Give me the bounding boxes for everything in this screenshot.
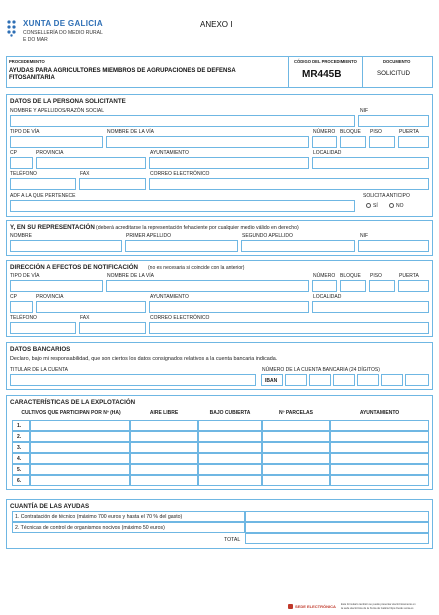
- applicant-title: DATOS DE LA PERSONA SOLICITANTE: [10, 98, 126, 105]
- divider: [362, 56, 363, 88]
- n-street-name-label: NOMBRE DE LA VÍA: [107, 273, 154, 279]
- council-field[interactable]: [149, 157, 309, 169]
- representative-note: (deberá acreditarse la representación fehaciente por cualquier medio válido en derecho): [96, 225, 299, 231]
- nif-field[interactable]: [358, 115, 429, 127]
- aid-item-2-label: 2. Técnicas de control de organismos nocivos (máximo 50 euros): [15, 525, 165, 531]
- n-cp-label: CP: [10, 294, 17, 300]
- email-label: CORREO ELECTRÓNICO: [150, 171, 210, 177]
- cp-field[interactable]: [10, 157, 33, 169]
- farm-table-cell[interactable]: [198, 420, 262, 431]
- code-value: MR445B: [302, 69, 342, 80]
- notification-note: (no es necesaria si coincide con la anterior): [148, 265, 245, 271]
- n-province-label: PROVINCIA: [36, 294, 64, 300]
- n-locality-label: LOCALIDAD: [313, 294, 342, 300]
- aid-title: CUANTÍA DE LAS AYUDAS: [10, 503, 90, 510]
- farm-column-header: BAJO CUBIERTA: [209, 410, 251, 416]
- n-door-field[interactable]: [398, 280, 429, 292]
- n-council-field[interactable]: [149, 301, 309, 313]
- name-label: NOMBRE Y APELLIDOS/RAZÓN SOCIAL: [10, 108, 105, 114]
- farm-table-cell[interactable]: [30, 431, 130, 442]
- iban-label: IBAN: [265, 378, 278, 384]
- holder-label: TITULAR DE LA CUENTA: [10, 367, 68, 373]
- farm-table-cell[interactable]: [262, 442, 330, 453]
- holder-field[interactable]: [10, 374, 256, 386]
- farm-table-cell[interactable]: [262, 464, 330, 475]
- fax-field[interactable]: [79, 178, 146, 190]
- street-name-field[interactable]: [106, 136, 309, 148]
- n-province-field[interactable]: [36, 301, 146, 313]
- procedure-label: PROCEDEMENTO: [9, 59, 45, 64]
- n-floor-label: PISO: [370, 273, 382, 279]
- iban-digits-3[interactable]: [333, 374, 355, 386]
- notification-title: DIRECCIÓN A EFECTOS DE NOTIFICACIÓN: [10, 264, 138, 271]
- nif-label: NIF: [360, 108, 369, 114]
- advance-no-label: NO: [396, 203, 404, 209]
- footer-fine-print-1: Este formulario también se puede presentar electrónicamente en: [341, 603, 416, 606]
- n-cp-field[interactable]: [10, 301, 33, 313]
- farm-table-cell[interactable]: [198, 475, 262, 486]
- floor-label: PISO: [370, 129, 382, 135]
- adf-label: ADF A LA QUE PERTENECE: [10, 193, 76, 199]
- farm-table-cell[interactable]: [130, 464, 198, 475]
- n-locality-field[interactable]: [312, 301, 429, 313]
- n-street-type-label: TIPO DE VÍA: [10, 273, 40, 279]
- farm-row-number: 4.: [17, 456, 22, 462]
- farm-table-cell[interactable]: [330, 442, 429, 453]
- n-council-label: AYUNTAMIENTO: [150, 294, 189, 300]
- farm-table-cell[interactable]: [30, 475, 130, 486]
- farm-title: CARACTERÍSTICAS DE LA EXPLOTACIÓN: [10, 399, 136, 406]
- phone-label: TELÉFONO: [10, 171, 37, 177]
- divider: [288, 56, 289, 88]
- fax-label: FAX: [80, 171, 90, 177]
- n-email-field[interactable]: [149, 322, 429, 334]
- procedure-title: AYUDAS PARA AGRICULTORES MIEMBROS DE AGRUPACIONES DE DEFENSA FITOSANITARIA: [9, 68, 236, 81]
- farm-table-cell[interactable]: [198, 431, 262, 442]
- adf-field[interactable]: [10, 200, 355, 212]
- iban-digits-5[interactable]: [381, 374, 403, 386]
- bank-statement: Declaro, bajo mi responsabilidad, que son ciertos los datos consignados relativos a la cuenta bancaria indicada.: [10, 356, 278, 362]
- code-label: CÓDIGO DEL PROCEDIMIENTO: [294, 59, 357, 64]
- block-field[interactable]: [340, 136, 366, 148]
- advance-yes-label: SÍ: [373, 203, 378, 209]
- n-number-field[interactable]: [312, 280, 337, 292]
- floor-field[interactable]: [369, 136, 395, 148]
- n-number-label: NÚMERO: [313, 273, 336, 279]
- farm-row-number: 6.: [17, 478, 22, 484]
- province-label: PROVINCIA: [36, 150, 64, 156]
- street-name-label: NOMBRE DE LA VÍA: [107, 129, 154, 135]
- farm-table-cell[interactable]: [262, 453, 330, 464]
- iban-digits-6[interactable]: [405, 374, 429, 386]
- bank-title: DATOS BANCARIOS: [10, 346, 71, 353]
- rep-surname2-label: SEGUNDO APELLIDO: [242, 233, 293, 239]
- farm-table-cell[interactable]: [330, 464, 429, 475]
- farm-table-cell[interactable]: [30, 442, 130, 453]
- door-field[interactable]: [398, 136, 429, 148]
- n-phone-field[interactable]: [10, 322, 76, 334]
- rep-surname1-label: PRIMER APELLIDO: [126, 233, 172, 239]
- org-name: XUNTA DE GALICIA: [23, 19, 103, 28]
- farm-table-cell[interactable]: [30, 453, 130, 464]
- dept-line-2: E DO MAR: [23, 37, 48, 43]
- footer-fine-print-2: la sede electrónica de la Xunta de Galicia https://sede.xunta.es: [341, 607, 414, 610]
- rep-name-label: NOMBRE: [10, 233, 32, 239]
- footer-brand: SEDE ELECTRÓNICA: [295, 604, 336, 609]
- doc-label: DOCUMENTO: [383, 59, 411, 64]
- xunta-logo: [6, 19, 19, 37]
- email-field[interactable]: [149, 178, 429, 190]
- door-label: PUERTA: [399, 129, 419, 135]
- cp-label: CP: [10, 150, 17, 156]
- representative-title: Y, EN SU REPRESENTACIÓN: [10, 224, 95, 231]
- iban-digits-1[interactable]: [285, 374, 307, 386]
- council-label: AYUNTAMIENTO: [150, 150, 189, 156]
- phone-field[interactable]: [10, 178, 76, 190]
- locality-field[interactable]: [312, 157, 429, 169]
- farm-table-cell[interactable]: [198, 464, 262, 475]
- farm-column-header: AYUNTAMIENTO: [359, 410, 400, 416]
- total-label: TOTAL: [224, 537, 241, 543]
- rep-surname2-field[interactable]: [241, 240, 355, 252]
- number-field[interactable]: [312, 136, 337, 148]
- farm-table-cell[interactable]: [130, 420, 198, 431]
- street-type-label: TIPO DE VÍA: [10, 129, 40, 135]
- n-block-field[interactable]: [340, 280, 366, 292]
- aid-item-1-amount[interactable]: [245, 511, 429, 522]
- name-field[interactable]: [10, 115, 355, 127]
- farm-row-number: 1.: [17, 423, 22, 429]
- iban-digits-2[interactable]: [309, 374, 331, 386]
- n-phone-label: TELÉFONO: [10, 315, 37, 321]
- farm-row-number: 3.: [17, 445, 22, 451]
- farm-table: [12, 408, 429, 486]
- aid-item-2-amount[interactable]: [245, 522, 429, 533]
- farm-column-header: CULTIVOS QUE PARTICIPAN POR Nº (HA): [21, 410, 121, 416]
- number-label: NÚMERO: [313, 129, 336, 135]
- doc-value: SOLICITUD: [377, 70, 411, 77]
- street-type-field[interactable]: [10, 136, 103, 148]
- rep-name-field[interactable]: [10, 240, 122, 252]
- farm-table-cell[interactable]: [330, 453, 429, 464]
- annex-title: ANEXO I: [200, 20, 233, 29]
- farm-row-number: 5.: [17, 467, 22, 473]
- n-street-type-field[interactable]: [10, 280, 103, 292]
- n-block-label: BLOQUE: [340, 273, 361, 279]
- rep-surname1-field[interactable]: [125, 240, 238, 252]
- farm-table-cell[interactable]: [330, 420, 429, 431]
- farm-table-cell[interactable]: [198, 453, 262, 464]
- advance-label: SOLICITA ANTICIPO: [363, 193, 410, 199]
- n-door-label: PUERTA: [399, 273, 419, 279]
- iban-digits-4[interactable]: [357, 374, 379, 386]
- farm-table-cell[interactable]: [130, 453, 198, 464]
- aid-item-1-label: 1. Contratación de técnico (máximo 700 euros y hasta el 70 % del gasto): [15, 514, 183, 520]
- farm-table-cell[interactable]: [130, 431, 198, 442]
- n-floor-field[interactable]: [369, 280, 395, 292]
- province-field[interactable]: [36, 157, 146, 169]
- n-fax-label: FAX: [80, 315, 90, 321]
- account-label: NÚMERO DE LA CUENTA BANCARIA (24 DÍGITOS): [262, 367, 380, 373]
- farm-table-cell[interactable]: [330, 431, 429, 442]
- total-amount[interactable]: [245, 533, 429, 544]
- n-email-label: CORREO ELECTRÓNICO: [150, 315, 210, 321]
- dept-line-1: CONSELLERÍA DO MEDIO RURAL: [23, 30, 103, 36]
- n-fax-field[interactable]: [79, 322, 146, 334]
- farm-column-header: AIRE LIBRE: [149, 410, 179, 416]
- farm-table-cell[interactable]: [30, 420, 130, 431]
- n-street-name-field[interactable]: [106, 280, 309, 292]
- locality-label: LOCALIDAD: [313, 150, 342, 156]
- rep-nif-field[interactable]: [358, 240, 429, 252]
- farm-table-cell[interactable]: [198, 442, 262, 453]
- advance-yes-radio[interactable]: [366, 203, 371, 208]
- farm-table-cell[interactable]: [262, 431, 330, 442]
- rep-nif-label: NIF: [360, 233, 369, 239]
- sede-logo-icon: [288, 604, 293, 609]
- advance-no-radio[interactable]: [389, 203, 394, 208]
- block-label: BLOQUE: [340, 129, 361, 135]
- farm-table-cell[interactable]: [262, 420, 330, 431]
- farm-table-cell[interactable]: [130, 442, 198, 453]
- farm-row-number: 2.: [17, 434, 22, 440]
- farm-table-cell[interactable]: [262, 475, 330, 486]
- farm-table-cell[interactable]: [30, 464, 130, 475]
- farm-table-cell[interactable]: [130, 475, 198, 486]
- farm-column-header: Nº PARCELAS: [279, 410, 313, 416]
- farm-table-cell[interactable]: [330, 475, 429, 486]
